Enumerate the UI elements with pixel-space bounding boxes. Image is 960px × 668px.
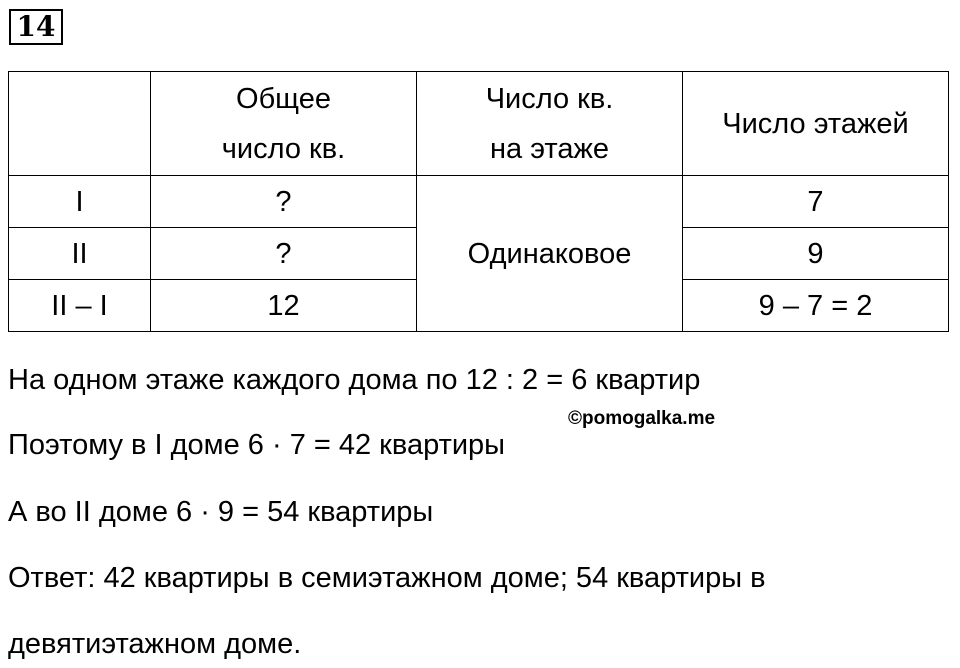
header-cell-per-floor (417, 72, 683, 176)
row-floors: 9 (683, 228, 949, 280)
data-table (8, 71, 949, 332)
header-total-line1: Общее (236, 82, 331, 115)
table-header-row (9, 72, 949, 176)
header-perfloor-line2: на этаже (490, 132, 609, 165)
row-floors: 7 (683, 176, 949, 228)
header-total-line2: число кв. (221, 132, 346, 165)
solution-line-5: девятиэтажном доме. (8, 628, 302, 660)
solution-line-4: Ответ: 42 квартиры в семиэтажном доме; 54 квартиры в (8, 562, 766, 594)
table-row (9, 176, 949, 228)
row-label: I (9, 176, 151, 228)
watermark: ©pomogalka.me (568, 408, 716, 429)
row-total: 12 (151, 280, 417, 332)
header-perfloor-line1: Число кв. (485, 82, 614, 115)
solution-line-1: На одном этаже каждого дома по 12 : 2 = 6 квартир (8, 364, 701, 396)
row-total: ? (151, 228, 417, 280)
solution-line-2: Поэтому в I доме 6 · 7 = 42 квартиры (8, 429, 506, 461)
header-cell-total (151, 72, 417, 176)
header-cell-floors: Число этажей (683, 72, 949, 176)
per-floor-merged-cell: Одинаковое (417, 176, 683, 332)
row-total: ? (151, 176, 417, 228)
row-floors: 9 – 7 = 2 (683, 280, 949, 332)
header-cell-empty (9, 72, 151, 176)
row-label: II (9, 228, 151, 280)
solution-line-3: А во II доме 6 · 9 = 54 квартиры (8, 496, 434, 528)
row-label: II – I (9, 280, 151, 332)
task-number: 14 (9, 9, 63, 45)
